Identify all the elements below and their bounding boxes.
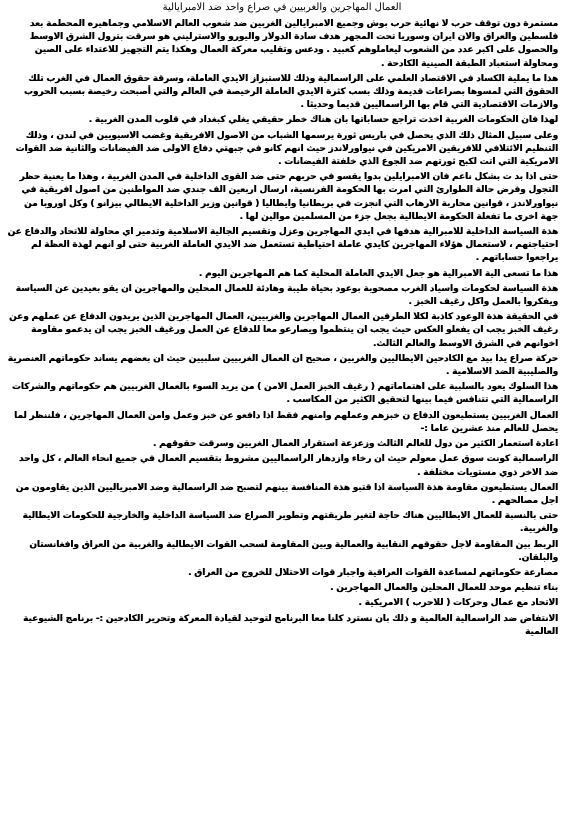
document-title: العمال المهاجرين والغربيين في صراع واحد ضد الامبرايالية xyxy=(162,2,402,13)
paragraph: وعلى سبيل المثال ذلك الذي يحصل في باريس ثورة يرسمها الشباب من الاصول الافريقية وغضب الاسيويين في لندن ، وذلك التنظيم الائتلافي للافريقين الامريكين في نيواورلاندز حيث انهم كانو في جبهتي دفاع الاولى ضد الفيضانات والثانية ضد القوات الامريكية التي اتت لكبح ثورتهم ضد الجوع الذي خلفتة الفيضانات . xyxy=(15,130,558,168)
paragraph: هذا ما تسعى الية الامبرالية هو جعل الايدي العاملة المحلية كما هم المهاجرين اليوم . xyxy=(198,268,558,279)
paragraph: العمال يستطيعون مقاومة هذة السياسة اذا قتبو هذة المنافسة بينهم لتصبح ضد الراسمالية وضد الامبرياليين الذين يقاومون من اجل مصالحهم . xyxy=(15,482,558,506)
paragraph: هذة السياسة الداخلية للامبرالية هدفها في ايدي المهاجرين وعزل وتقسيم الجالية الاسلامية وتدمير اي محاولة للاتحاد والدفاع عن احتياجتهم ، لاستعمال هؤلاء المهاجرين كايدي عاملة احتياطية تستعمل ضد الايدي العاملة الغربية حتى لو انهم لهذة العظة لم يراجعوا حساباتهم . xyxy=(7,227,558,264)
paragraph: حتى بالنسبة للعمال الايطاليين هناك حاجة لتغير طريقتهم وتطوير الصراع ضد السياسة الداخلية والخارجية للحكومات الايطالية والغربية. xyxy=(22,511,558,535)
paragraph: حتى اذا بد ت بشكل ناعم فان الامبرايلين بدوا يقسو في حربهم حتى ضد القوى الداخلية في المدن الغربية ، وهذا ما يعنية حظر التجول وفرض حالة الطوارئ التي امرت بها الحكومة الفرنسية، ارسال اربعين الف جندي ضد المواطنين من اصول افريقية في نيواورلاندز ، قوانين محاربة الارهاب التي انجزت في بريطانيا وايطاليا ( قوانين وزير الداخلية الايطالي بيزانو ) وكل اوروبا من جهة اخرى ما تفعلة الحكومة الايطالية بجعل جزء من المسلمين موالين لها . xyxy=(19,172,558,222)
paragraph: هذا السلوك يعود بالسلبية على اهتماماتهم ( رغيف الخبز العمل الامن ) من يريد السوء بالعمال الغربيين هم حكوماتهم والشركات الراسمالية التي تتنافس فيما بينها لتحقيق الكثير من المكاسب . xyxy=(11,382,558,406)
paragraph: مصارعة حكوماتهم لمساعدة القوات العراقية واجبار قوات الاحتلال للخروج من العراق . xyxy=(187,567,558,578)
paragraph: الانتفاض ضد الراسمالية العالمية و ذلك بان نسترد كلنا معا البرنامج لتوحيد لقيادة المعركة وتحرير الكادحين :- برنامج الشيوعية العالمية xyxy=(23,613,558,637)
paragraph: الاتحاد مع عمال وحركات ( للاحرب ) الامريكية . xyxy=(358,598,558,609)
paragraph: بناء تنظيم موحد للعمال المحلين والعمال المهاجرين . xyxy=(329,583,558,594)
paragraph: اعادة استعمار الكثير من دول للعالم الثالث وزعزعة استقرار العمال الغربين وسرقت حقوقهم . xyxy=(152,439,558,450)
paragraph: الراسمالية كونت سوق عمل معولم حيث ان رخاء وازدهار الراسماليين مشروط بتقسيم العمال في جميع انحاء العالم ، كل واحد ضد الاخر ذوي مستويات مختلفة . xyxy=(18,454,558,478)
paragraph: في الحقيقة هذة الوعود كاذبة لكلا الطرفين العمال المهاجرين والغربيين، العمال المهاجرين الذين يريدون الدفاع عن عملهم وعن رغيف الخبز يجب ان يفعلو العكس حيث يجب ان ينتظموا ويصارعو معا للدفاع عن العمل ورغيف الخبز يجب ان يدعمو مقاومة اخوانهم في الشرق الاوسط والعالم الثالث. xyxy=(9,312,558,349)
paragraph: العمال الغربيين يستطيعون الدفاع ن خبزهم وعملهم وامنهم فقط اذا دافعو عن خبز وعمل وامن العمال المهاجرين ، فلننظر لما يحصل للعالم منذ عشرين عاما :- xyxy=(14,410,558,434)
paragraph: هذا ما يملية الكساد في الاقتصاد العلمي على الراسمالية وذلك للاستبزاز الايدي العاملة، وسرقة حقوق العمال في الغرب تلك الحقوق التي لمسوها بصراعات قديمة وذلك بسب كثرة الايدي العاملة الرخيصة في العالم والتي أصبحت رخيصة بسبب الحروب والازمات الاقتصادية التي قام بها الراسماليين قديما وحديثا . xyxy=(23,73,558,111)
paragraph: الربط بين المقاومة لاجل حقوقهم النقابية والعمالية وبين المقاومة لسحب القوات الايطالية والغربية من العراق وافغانستان والبلقان. xyxy=(29,539,558,563)
paragraph: هذة السياسة لحكومات واسياد الغرب مصحوبة بوعود بحياة طيبة وهادئة للعمال المحلين والمهاجرين ان يقو بعيدين عن السياسة ويفكروا بالعمل واكل رغيف الخبز . xyxy=(15,283,558,308)
paragraph: حركة صراع يدا بيد مع الكادحين الايطاليين والغربين ، صحيح ان العمال الغربيين سلبيين حيث ان بعضهم يساند حكوماتهم العنصرية والصليبية الضد الاسلامية . xyxy=(7,353,558,378)
paragraph: لهذا فان الحكومات الغربية اخذت تراجع حساباتها بان هناك خطر حقيقي يغلي كبغداد في قلوب المدن الغربية . xyxy=(88,115,558,126)
paragraph: مستمرة دون توقف حرب لا نهائية حرب بوش وجميع الامبرايالين الغربين ضد شعوب العالم الاسلامي وجماهيره المحطمة بعد فلسطين والعراق والان ايران وسوريا تحت المجهر هدف سادة الدولار واليورو والاسترليني هو سرقت بترول الشرق الاوسط والحصول على اكبر عدد من الشعوب ليعاملوهم كعبيد . ودعس وتقليب معركة العمال وهكذا يتم التجهيز للاعتداء على الصين ومحاولة استعباد الطبقة الصينية الكادحة . xyxy=(29,19,558,69)
